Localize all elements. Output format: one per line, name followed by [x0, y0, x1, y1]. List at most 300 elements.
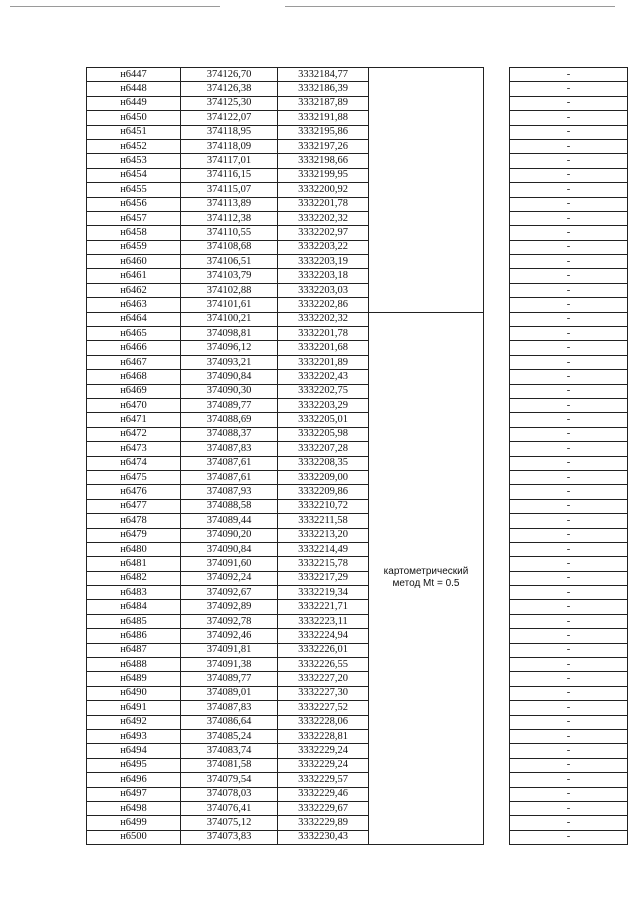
y-coordinate-cell: 3332226,55 [278, 658, 369, 672]
point-number-cell: н6449 [87, 96, 181, 110]
x-coordinate-cell: 374118,95 [181, 125, 278, 139]
accuracy-cell: - [510, 571, 628, 585]
y-coordinate-cell: 3332227,30 [278, 686, 369, 700]
point-number-cell: н6483 [87, 586, 181, 600]
accuracy-cell: - [510, 557, 628, 571]
x-coordinate-cell: 374117,01 [181, 154, 278, 168]
y-coordinate-cell: 3332199,95 [278, 168, 369, 182]
y-coordinate-cell: 3332226,01 [278, 643, 369, 657]
accuracy-cell: - [510, 183, 628, 197]
y-coordinate-cell: 3332228,06 [278, 715, 369, 729]
point-number-cell: н6458 [87, 226, 181, 240]
y-coordinate-cell: 3332202,86 [278, 298, 369, 312]
column-gap [484, 442, 510, 456]
table-row [87, 470, 628, 484]
x-coordinate-cell: 374091,38 [181, 658, 278, 672]
column-gap [484, 758, 510, 772]
accuracy-cell: - [510, 729, 628, 743]
column-gap [484, 125, 510, 139]
column-gap [484, 586, 510, 600]
y-coordinate-cell: 3332210,72 [278, 499, 369, 513]
x-coordinate-cell: 374092,24 [181, 571, 278, 585]
x-coordinate-cell: 374103,79 [181, 269, 278, 283]
x-coordinate-cell: 374079,54 [181, 773, 278, 787]
coordinates-table-body [87, 68, 628, 845]
column-gap [484, 211, 510, 225]
point-number-cell: н6466 [87, 341, 181, 355]
table-row [87, 211, 628, 225]
accuracy-cell: - [510, 283, 628, 297]
accuracy-cell: - [510, 355, 628, 369]
accuracy-cell: - [510, 96, 628, 110]
table-row [87, 111, 628, 125]
column-gap [484, 96, 510, 110]
y-coordinate-cell: 3332195,86 [278, 125, 369, 139]
table-row [87, 643, 628, 657]
x-coordinate-cell: 374081,58 [181, 758, 278, 772]
point-number-cell: н6464 [87, 312, 181, 326]
x-coordinate-cell: 374087,83 [181, 701, 278, 715]
y-coordinate-cell: 3332213,20 [278, 528, 369, 542]
accuracy-cell: - [510, 68, 628, 82]
accuracy-cell: - [510, 168, 628, 182]
point-number-cell: н6491 [87, 701, 181, 715]
table-row [87, 499, 628, 513]
x-coordinate-cell: 374090,30 [181, 384, 278, 398]
point-number-cell: н6495 [87, 758, 181, 772]
y-coordinate-cell: 3332209,86 [278, 485, 369, 499]
table-row [87, 168, 628, 182]
table-row [87, 514, 628, 528]
method-cell: картометрический метод Mt = 0.5 [369, 312, 484, 844]
x-coordinate-cell: 374087,93 [181, 485, 278, 499]
y-coordinate-cell: 3332208,35 [278, 456, 369, 470]
x-coordinate-cell: 374090,20 [181, 528, 278, 542]
column-gap [484, 154, 510, 168]
x-coordinate-cell: 374073,83 [181, 830, 278, 844]
table-row [87, 629, 628, 643]
column-gap [484, 600, 510, 614]
accuracy-cell: - [510, 629, 628, 643]
accuracy-cell: - [510, 341, 628, 355]
table-row [87, 758, 628, 772]
column-gap [484, 514, 510, 528]
x-coordinate-cell: 374126,38 [181, 82, 278, 96]
accuracy-cell: - [510, 413, 628, 427]
y-coordinate-cell: 3332197,26 [278, 139, 369, 153]
column-gap [484, 614, 510, 628]
column-gap [484, 240, 510, 254]
point-number-cell: н6487 [87, 643, 181, 657]
x-coordinate-cell: 374075,12 [181, 816, 278, 830]
point-number-cell: н6482 [87, 571, 181, 585]
accuracy-cell: - [510, 154, 628, 168]
table-row [87, 542, 628, 556]
x-coordinate-cell: 374092,46 [181, 629, 278, 643]
table-row [87, 183, 628, 197]
x-coordinate-cell: 374091,81 [181, 643, 278, 657]
x-coordinate-cell: 374106,51 [181, 255, 278, 269]
point-number-cell: н6494 [87, 744, 181, 758]
table-row [87, 801, 628, 815]
accuracy-cell: - [510, 614, 628, 628]
column-gap [484, 226, 510, 240]
y-coordinate-cell: 3332201,89 [278, 355, 369, 369]
y-coordinate-cell: 3332186,39 [278, 82, 369, 96]
table-row [87, 283, 628, 297]
method-cell-empty [369, 68, 484, 313]
column-gap [484, 183, 510, 197]
column-gap [484, 571, 510, 585]
y-coordinate-cell: 3332214,49 [278, 542, 369, 556]
x-coordinate-cell: 374101,61 [181, 298, 278, 312]
x-coordinate-cell: 374091,60 [181, 557, 278, 571]
column-gap [484, 82, 510, 96]
y-coordinate-cell: 3332224,94 [278, 629, 369, 643]
column-gap [484, 384, 510, 398]
table-row [87, 226, 628, 240]
column-gap [484, 456, 510, 470]
table-row [87, 125, 628, 139]
point-number-cell: н6480 [87, 542, 181, 556]
x-coordinate-cell: 374113,89 [181, 197, 278, 211]
point-number-cell: н6498 [87, 801, 181, 815]
accuracy-cell: - [510, 830, 628, 844]
column-gap [484, 68, 510, 82]
x-coordinate-cell: 374089,01 [181, 686, 278, 700]
point-number-cell: н6447 [87, 68, 181, 82]
column-gap [484, 643, 510, 657]
accuracy-cell: - [510, 327, 628, 341]
y-coordinate-cell: 3332229,46 [278, 787, 369, 801]
x-coordinate-cell: 374087,61 [181, 470, 278, 484]
point-number-cell: н6500 [87, 830, 181, 844]
y-coordinate-cell: 3332223,11 [278, 614, 369, 628]
column-gap [484, 470, 510, 484]
x-coordinate-cell: 374092,67 [181, 586, 278, 600]
point-number-cell: н6453 [87, 154, 181, 168]
column-gap [484, 830, 510, 844]
x-coordinate-cell: 374089,44 [181, 514, 278, 528]
y-coordinate-cell: 3332191,88 [278, 111, 369, 125]
x-coordinate-cell: 374087,61 [181, 456, 278, 470]
point-number-cell: н6499 [87, 816, 181, 830]
x-coordinate-cell: 374089,77 [181, 672, 278, 686]
table-row [87, 485, 628, 499]
table-row [87, 269, 628, 283]
coordinates-table [86, 67, 628, 845]
y-coordinate-cell: 3332227,20 [278, 672, 369, 686]
y-coordinate-cell: 3332198,66 [278, 154, 369, 168]
column-gap [484, 499, 510, 513]
scan-artifact-line [10, 6, 220, 7]
column-gap [484, 111, 510, 125]
accuracy-cell: - [510, 82, 628, 96]
y-coordinate-cell: 3332202,97 [278, 226, 369, 240]
x-coordinate-cell: 374092,78 [181, 614, 278, 628]
point-number-cell: н6496 [87, 773, 181, 787]
y-coordinate-cell: 3332202,32 [278, 312, 369, 326]
table-row [87, 197, 628, 211]
table-row [87, 658, 628, 672]
table-row [87, 442, 628, 456]
table-row [87, 139, 628, 153]
column-gap [484, 398, 510, 412]
column-gap [484, 269, 510, 283]
point-number-cell: н6463 [87, 298, 181, 312]
point-number-cell: н6485 [87, 614, 181, 628]
accuracy-cell: - [510, 442, 628, 456]
table-row [87, 312, 628, 326]
x-coordinate-cell: 374102,88 [181, 283, 278, 297]
column-gap [484, 427, 510, 441]
y-coordinate-cell: 3332215,78 [278, 557, 369, 571]
y-coordinate-cell: 3332202,43 [278, 370, 369, 384]
accuracy-cell: - [510, 255, 628, 269]
y-coordinate-cell: 3332203,29 [278, 398, 369, 412]
y-coordinate-cell: 3332201,78 [278, 197, 369, 211]
y-coordinate-cell: 3332203,03 [278, 283, 369, 297]
table-row [87, 82, 628, 96]
y-coordinate-cell: 3332230,43 [278, 830, 369, 844]
column-gap [484, 701, 510, 715]
x-coordinate-cell: 374110,55 [181, 226, 278, 240]
accuracy-cell: - [510, 643, 628, 657]
column-gap [484, 629, 510, 643]
y-coordinate-cell: 3332205,98 [278, 427, 369, 441]
table-row [87, 68, 628, 82]
y-coordinate-cell: 3332227,52 [278, 701, 369, 715]
point-number-cell: н6472 [87, 427, 181, 441]
accuracy-cell: - [510, 485, 628, 499]
accuracy-cell: - [510, 600, 628, 614]
accuracy-cell: - [510, 701, 628, 715]
y-coordinate-cell: 3332228,81 [278, 729, 369, 743]
point-number-cell: н6465 [87, 327, 181, 341]
table-row [87, 672, 628, 686]
point-number-cell: н6474 [87, 456, 181, 470]
table-row [87, 528, 628, 542]
point-number-cell: н6490 [87, 686, 181, 700]
point-number-cell: н6481 [87, 557, 181, 571]
y-coordinate-cell: 3332184,77 [278, 68, 369, 82]
y-coordinate-cell: 3332187,89 [278, 96, 369, 110]
accuracy-cell: - [510, 384, 628, 398]
x-coordinate-cell: 374086,64 [181, 715, 278, 729]
point-number-cell: н6455 [87, 183, 181, 197]
x-coordinate-cell: 374090,84 [181, 370, 278, 384]
x-coordinate-cell: 374093,21 [181, 355, 278, 369]
point-number-cell: н6476 [87, 485, 181, 499]
column-gap [484, 672, 510, 686]
y-coordinate-cell: 3332201,78 [278, 327, 369, 341]
table-row [87, 456, 628, 470]
x-coordinate-cell: 374118,09 [181, 139, 278, 153]
y-coordinate-cell: 3332229,57 [278, 773, 369, 787]
point-number-cell: н6470 [87, 398, 181, 412]
x-coordinate-cell: 374085,24 [181, 729, 278, 743]
table-row [87, 384, 628, 398]
column-gap [484, 197, 510, 211]
accuracy-cell: - [510, 744, 628, 758]
column-gap [484, 298, 510, 312]
column-gap [484, 715, 510, 729]
point-number-cell: н6479 [87, 528, 181, 542]
table-row [87, 686, 628, 700]
x-coordinate-cell: 374087,83 [181, 442, 278, 456]
point-number-cell: н6451 [87, 125, 181, 139]
x-coordinate-cell: 374098,81 [181, 327, 278, 341]
y-coordinate-cell: 3332221,71 [278, 600, 369, 614]
x-coordinate-cell: 374116,15 [181, 168, 278, 182]
column-gap [484, 542, 510, 556]
y-coordinate-cell: 3332203,22 [278, 240, 369, 254]
column-gap [484, 658, 510, 672]
accuracy-cell: - [510, 125, 628, 139]
point-number-cell: н6454 [87, 168, 181, 182]
point-number-cell: н6484 [87, 600, 181, 614]
column-gap [484, 686, 510, 700]
accuracy-cell: - [510, 398, 628, 412]
point-number-cell: н6473 [87, 442, 181, 456]
x-coordinate-cell: 374122,07 [181, 111, 278, 125]
table-row [87, 413, 628, 427]
point-number-cell: н6450 [87, 111, 181, 125]
point-number-cell: н6457 [87, 211, 181, 225]
table-row [87, 715, 628, 729]
x-coordinate-cell: 374108,68 [181, 240, 278, 254]
y-coordinate-cell: 3332202,75 [278, 384, 369, 398]
accuracy-cell: - [510, 758, 628, 772]
point-number-cell: н6461 [87, 269, 181, 283]
accuracy-cell: - [510, 240, 628, 254]
accuracy-cell: - [510, 816, 628, 830]
x-coordinate-cell: 374089,77 [181, 398, 278, 412]
column-gap [484, 370, 510, 384]
accuracy-cell: - [510, 298, 628, 312]
column-gap [484, 327, 510, 341]
column-gap [484, 528, 510, 542]
accuracy-cell: - [510, 139, 628, 153]
point-number-cell: н6478 [87, 514, 181, 528]
accuracy-cell: - [510, 470, 628, 484]
table-row [87, 701, 628, 715]
column-gap [484, 283, 510, 297]
point-number-cell: н6497 [87, 787, 181, 801]
point-number-cell: н6456 [87, 197, 181, 211]
accuracy-cell: - [510, 312, 628, 326]
column-gap [484, 787, 510, 801]
point-number-cell: н6467 [87, 355, 181, 369]
point-number-cell: н6486 [87, 629, 181, 643]
x-coordinate-cell: 374126,70 [181, 68, 278, 82]
x-coordinate-cell: 374090,84 [181, 542, 278, 556]
point-number-cell: н6477 [87, 499, 181, 513]
point-number-cell: н6469 [87, 384, 181, 398]
point-number-cell: н6468 [87, 370, 181, 384]
accuracy-cell: - [510, 499, 628, 513]
column-gap [484, 557, 510, 571]
table-row [87, 557, 628, 571]
table-row [87, 355, 628, 369]
table-row [87, 341, 628, 355]
table-row [87, 830, 628, 844]
y-coordinate-cell: 3332201,68 [278, 341, 369, 355]
x-coordinate-cell: 374092,89 [181, 600, 278, 614]
x-coordinate-cell: 374088,58 [181, 499, 278, 513]
x-coordinate-cell: 374100,21 [181, 312, 278, 326]
table-row [87, 398, 628, 412]
table-row [87, 154, 628, 168]
table-row [87, 787, 628, 801]
y-coordinate-cell: 3332219,34 [278, 586, 369, 600]
y-coordinate-cell: 3332202,32 [278, 211, 369, 225]
point-number-cell: н6493 [87, 729, 181, 743]
table-row [87, 729, 628, 743]
point-number-cell: н6471 [87, 413, 181, 427]
accuracy-cell: - [510, 197, 628, 211]
table-row [87, 240, 628, 254]
point-number-cell: н6448 [87, 82, 181, 96]
y-coordinate-cell: 3332203,19 [278, 255, 369, 269]
column-gap [484, 139, 510, 153]
x-coordinate-cell: 374076,41 [181, 801, 278, 815]
accuracy-cell: - [510, 586, 628, 600]
y-coordinate-cell: 3332229,89 [278, 816, 369, 830]
column-gap [484, 255, 510, 269]
accuracy-cell: - [510, 427, 628, 441]
point-number-cell: н6475 [87, 470, 181, 484]
column-gap [484, 168, 510, 182]
column-gap [484, 355, 510, 369]
point-number-cell: н6459 [87, 240, 181, 254]
column-gap [484, 744, 510, 758]
table-row [87, 773, 628, 787]
y-coordinate-cell: 3332229,24 [278, 744, 369, 758]
y-coordinate-cell: 3332207,28 [278, 442, 369, 456]
y-coordinate-cell: 3332203,18 [278, 269, 369, 283]
accuracy-cell: - [510, 111, 628, 125]
accuracy-cell: - [510, 773, 628, 787]
table-row [87, 427, 628, 441]
table-row [87, 255, 628, 269]
accuracy-cell: - [510, 269, 628, 283]
table-row [87, 370, 628, 384]
x-coordinate-cell: 374083,74 [181, 744, 278, 758]
accuracy-cell: - [510, 456, 628, 470]
point-number-cell: н6489 [87, 672, 181, 686]
accuracy-cell: - [510, 514, 628, 528]
y-coordinate-cell: 3332229,24 [278, 758, 369, 772]
point-number-cell: н6462 [87, 283, 181, 297]
table-row [87, 571, 628, 585]
point-number-cell: н6460 [87, 255, 181, 269]
accuracy-cell: - [510, 672, 628, 686]
accuracy-cell: - [510, 370, 628, 384]
y-coordinate-cell: 3332205,01 [278, 413, 369, 427]
x-coordinate-cell: 374096,12 [181, 341, 278, 355]
y-coordinate-cell: 3332217,29 [278, 571, 369, 585]
accuracy-cell: - [510, 226, 628, 240]
x-coordinate-cell: 374078,03 [181, 787, 278, 801]
table-row [87, 586, 628, 600]
accuracy-cell: - [510, 686, 628, 700]
column-gap [484, 801, 510, 815]
y-coordinate-cell: 3332200,92 [278, 183, 369, 197]
column-gap [484, 729, 510, 743]
accuracy-cell: - [510, 542, 628, 556]
x-coordinate-cell: 374115,07 [181, 183, 278, 197]
